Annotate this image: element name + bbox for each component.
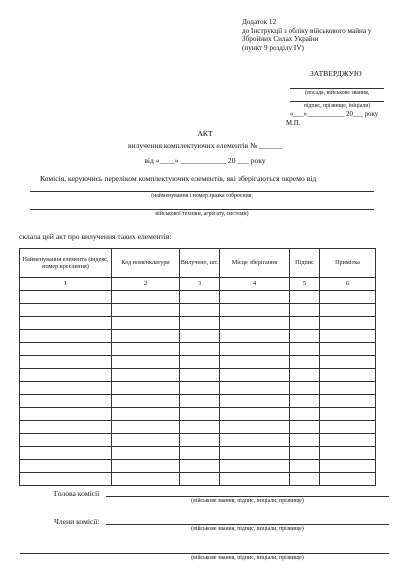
table-cell[interactable] (220, 460, 290, 473)
table-cell[interactable] (290, 330, 320, 343)
table-cell[interactable] (112, 434, 180, 447)
table-cell[interactable] (112, 408, 180, 421)
table-cell[interactable] (290, 369, 320, 382)
table-cell[interactable] (320, 369, 376, 382)
table-cell[interactable] (20, 330, 112, 343)
column-number: 4 (220, 278, 290, 291)
table-row (20, 473, 376, 486)
act-title: АКТ (197, 129, 213, 138)
table-cell[interactable] (180, 343, 220, 356)
table-cell[interactable] (20, 291, 112, 304)
items-table (19, 248, 376, 486)
table-row (20, 304, 376, 317)
table-cell[interactable] (20, 421, 112, 434)
table-cell[interactable] (180, 395, 220, 408)
table-cell[interactable] (220, 304, 290, 317)
member-signature-caption-1: (військове звання, підпис, ініціали, прізвище) (191, 526, 304, 532)
table-cell[interactable] (220, 369, 290, 382)
commission-compiled: склала цей акт про вилучення таких елементів: (19, 232, 172, 241)
table-cell[interactable] (20, 317, 112, 330)
column-number: 2 (112, 278, 180, 291)
table-cell[interactable] (290, 434, 320, 447)
approval-signature-line (290, 101, 384, 102)
table-cell[interactable] (220, 395, 290, 408)
table-cell[interactable] (20, 382, 112, 395)
table-cell[interactable] (112, 317, 180, 330)
table-cell[interactable] (112, 382, 180, 395)
table-cell[interactable] (220, 317, 290, 330)
table-row (20, 460, 376, 473)
table-cell[interactable] (112, 343, 180, 356)
table-cell[interactable] (180, 460, 220, 473)
annex-line-4: (пункт 9 розділу IV) (242, 43, 304, 52)
table-cell[interactable] (320, 473, 376, 486)
table-cell[interactable] (112, 421, 180, 434)
table-cell[interactable] (320, 382, 376, 395)
table-cell[interactable] (220, 447, 290, 460)
table-cell[interactable] (20, 460, 112, 473)
table-cell[interactable] (220, 408, 290, 421)
table-cell[interactable] (320, 343, 376, 356)
table-cell[interactable] (20, 447, 112, 460)
table-cell[interactable] (112, 473, 180, 486)
table-cell[interactable] (180, 473, 220, 486)
table-cell[interactable] (180, 382, 220, 395)
table-cell[interactable] (320, 434, 376, 447)
table-cell[interactable] (320, 317, 376, 330)
column-number-row (20, 278, 376, 291)
table-cell[interactable] (320, 330, 376, 343)
table-cell[interactable] (320, 356, 376, 369)
table-cell[interactable] (290, 291, 320, 304)
table-row (20, 343, 376, 356)
head-signature-caption: (військове звання, підпис, ініціали, прізвище) (191, 498, 304, 504)
table-row (20, 434, 376, 447)
table-cell[interactable] (320, 408, 376, 421)
commission-members-label: Члени комісії: (54, 517, 100, 526)
table-cell[interactable] (112, 395, 180, 408)
table-cell[interactable] (290, 304, 320, 317)
approval-stamp: М.П. (286, 120, 301, 127)
table-cell[interactable] (20, 343, 112, 356)
table-cell[interactable] (290, 343, 320, 356)
table-cell[interactable] (112, 460, 180, 473)
table-cell[interactable] (20, 408, 112, 421)
table-cell[interactable] (180, 304, 220, 317)
table-row (20, 382, 376, 395)
header-note: Примітка (320, 249, 376, 278)
column-number: 3 (180, 278, 220, 291)
approval-date: «___»___________ 20___ року (290, 111, 379, 118)
approval-position-line (290, 88, 384, 89)
commission-line-2 (30, 209, 374, 210)
table-cell[interactable] (20, 434, 112, 447)
table-cell[interactable] (180, 369, 220, 382)
table-row (20, 421, 376, 434)
table-cell[interactable] (220, 434, 290, 447)
table-row (20, 369, 376, 382)
annex-line-1: Додаток 12 (242, 18, 277, 26)
table-cell[interactable] (112, 369, 180, 382)
head-of-commission-label: Голова комісії (54, 489, 100, 498)
table-cell[interactable] (290, 421, 320, 434)
table-cell[interactable] (112, 330, 180, 343)
table-cell[interactable] (220, 421, 290, 434)
table-row (20, 447, 376, 460)
table-cell[interactable] (220, 291, 290, 304)
approval-position-caption: (посада, військове звання, (304, 90, 370, 96)
table-cell[interactable] (180, 291, 220, 304)
table-cell[interactable] (20, 304, 112, 317)
member-signature-line-1 (106, 524, 389, 525)
table-cell[interactable] (180, 408, 220, 421)
table-cell[interactable] (290, 395, 320, 408)
header-storage-place: Місце зберігання (220, 249, 290, 278)
header-removed-qty: Вилучено, шт. (180, 249, 220, 278)
table-cell[interactable] (320, 421, 376, 434)
commission-intro: Комісія, керуючись переліком комплектуючих елементів, які зберігаються окремо від (40, 174, 317, 183)
table-cell[interactable] (220, 382, 290, 395)
table-cell[interactable] (20, 395, 112, 408)
table-cell[interactable] (180, 434, 220, 447)
table-cell[interactable] (320, 460, 376, 473)
table-cell[interactable] (290, 317, 320, 330)
table-cell[interactable] (320, 447, 376, 460)
table-cell[interactable] (220, 473, 290, 486)
table-cell[interactable] (180, 317, 220, 330)
table-cell[interactable] (20, 473, 112, 486)
table-cell[interactable] (220, 330, 290, 343)
header-nomenclature-code: Код номенклатури (112, 249, 180, 278)
column-number: 6 (320, 278, 376, 291)
table-row (20, 395, 376, 408)
table-cell[interactable] (112, 304, 180, 317)
table-row (20, 356, 376, 369)
table-cell[interactable] (290, 460, 320, 473)
table-cell[interactable] (180, 330, 220, 343)
approval-signature-caption: підпис, прізвище, ініціали) (303, 103, 371, 109)
table-row (20, 317, 376, 330)
table-cell[interactable] (290, 382, 320, 395)
table-cell[interactable] (320, 291, 376, 304)
member-signature-line-2 (20, 553, 389, 554)
approval-heading: ЗАТВЕРДЖУЮ (310, 69, 362, 78)
header-signature: Підпис (290, 249, 320, 278)
column-number: 5 (290, 278, 320, 291)
table-row (20, 291, 376, 304)
table-cell[interactable] (180, 421, 220, 434)
table-cell[interactable] (20, 369, 112, 382)
table-cell[interactable] (180, 447, 220, 460)
head-signature-line (106, 496, 389, 497)
header-element-name: Найменування елемента (індекс, номер креслення) (20, 249, 112, 278)
table-cell[interactable] (220, 356, 290, 369)
table-cell[interactable] (112, 291, 180, 304)
table-cell[interactable] (180, 356, 220, 369)
commission-line-1 (30, 191, 374, 192)
member-signature-caption-2: (військове звання, підпис, ініціали, прізвище) (191, 555, 304, 561)
table-cell[interactable] (320, 304, 376, 317)
commission-caption-2: військової техніки, агрегату, системи) (155, 211, 249, 217)
table-row (20, 330, 376, 343)
table-cell[interactable] (290, 408, 320, 421)
annex-line-3: Збройних Силах України (242, 35, 319, 44)
table-cell[interactable] (290, 473, 320, 486)
table-cell[interactable] (320, 395, 376, 408)
table-cell[interactable] (20, 356, 112, 369)
table-row (20, 408, 376, 421)
act-subtitle: вилучення комплектуючих елементів № ______ (127, 141, 283, 150)
act-date: від «____» ____________ 20 ___ року (144, 156, 266, 165)
annex-block (242, 18, 372, 52)
table-cell[interactable] (112, 356, 180, 369)
commission-caption-1: (найменування і номер зразка озброєння, (151, 193, 253, 199)
table-cell[interactable] (220, 343, 290, 356)
table-cell[interactable] (290, 447, 320, 460)
annex-line-2: до Інструкції з обліку військового майна у (242, 26, 372, 35)
column-number: 1 (20, 278, 112, 291)
table-cell[interactable] (112, 447, 180, 460)
table-cell[interactable] (290, 356, 320, 369)
